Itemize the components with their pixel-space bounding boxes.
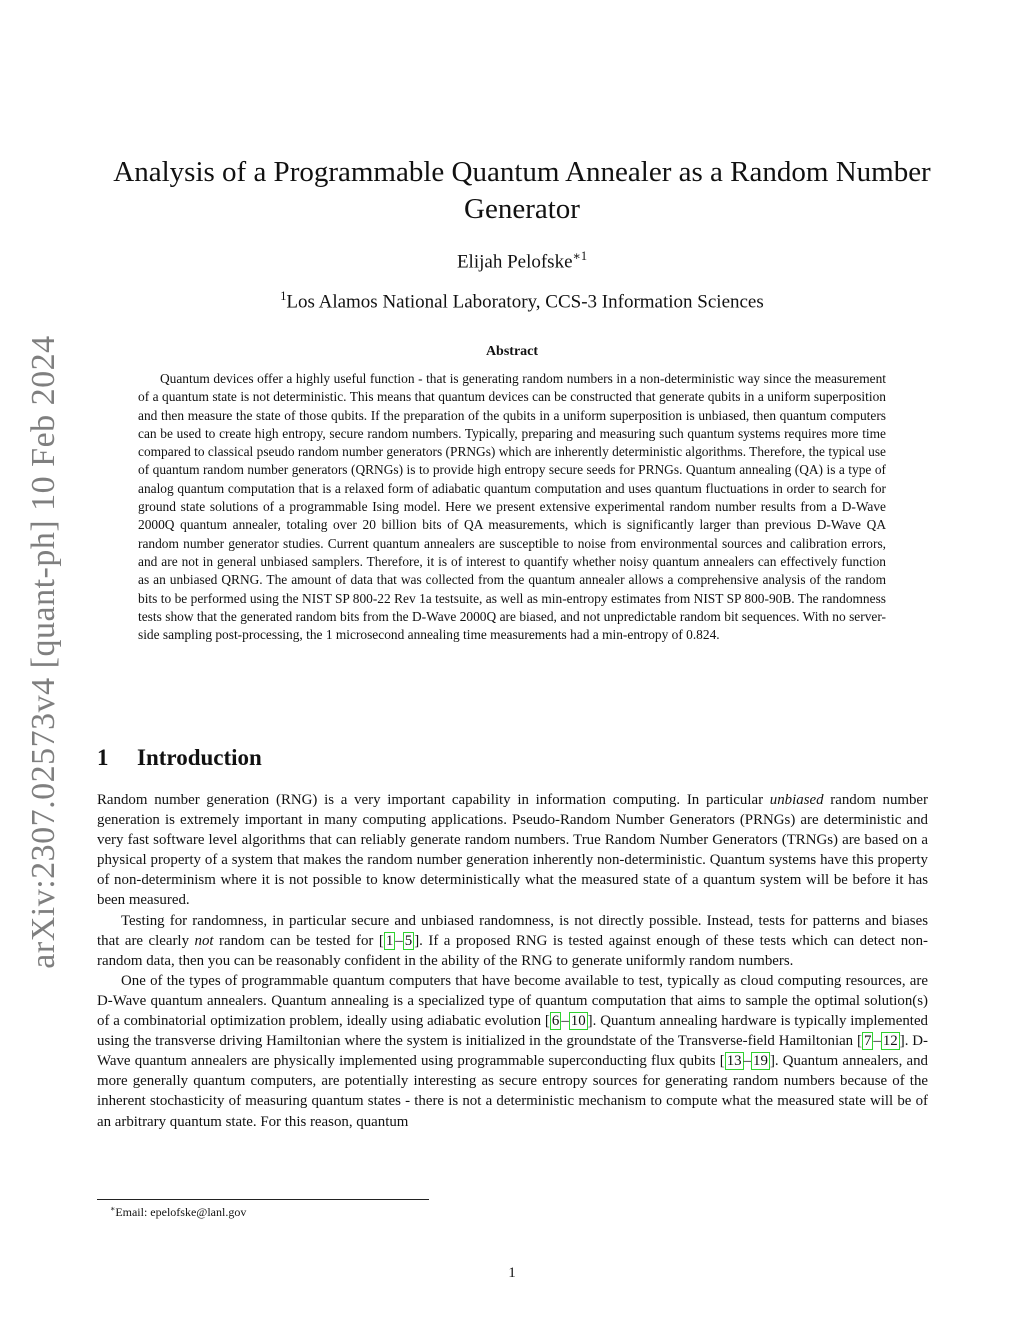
- paragraph-2: [97, 911, 928, 971]
- citation-dash: –: [561, 1013, 569, 1030]
- author-name: Elijah Pelofske: [456, 251, 573, 273]
- paragraph-1: [97, 790, 928, 911]
- citation-link[interactable]: 6: [551, 1013, 560, 1030]
- paragraph-2-text-c: . If a proposed RNG is tested against enough of these tests which can detect non-random data, then you can be reasonably confident in the ability of the RNG to generate uniformly random numbers.: [97, 932, 928, 969]
- affiliation-mark: 1: [280, 289, 287, 303]
- citation-1-5: [ 1 – 5 ]: [378, 932, 420, 949]
- citation-link[interactable]: 1: [385, 932, 394, 949]
- abstract-text: Quantum devices offer a highly useful function - that is generating random numbers in a non-deterministic way since the measurement of a quantum state is not deterministic. This means that quantum devices can be constructed that generate qubits in a uniform superposition and then measure the state of those qubits. If the preparation of the qubits in a uniform superposition is unbiased, then quantum computers can be used to create high entropy, secure random numbers. Typically, preparing and measuring such quantum systems requires more time compared to classical pseudo random number generators (PRNGs) which are inherently deterministic algorithms. Therefore, the typical use of quantum random number generators (QRNGs) is to provide high entropy secure seeds for PRNGs. Quantum annealing (QA) is a type of analog quantum computation that is a relaxed form of adiabatic quantum computation and uses quantum fluctuations in order to search for ground state solutions of a programmable Ising model. Here we present extensive experimental random number results from a D-Wave 2000Q quantum annealer, totaling over 20 billion bits of QA measurements, which is significantly larger than previous D-Wave QA random number generator studies. Current quantum annealers are susceptible to noise from environmental sources and calibration errors, and are not in general unbiased samplers. Therefore, it is of interest to quantify whether noisy quantum annealers can effectively function as an unbiased QRNG. The amount of data that was collected from the quantum annealer allows a comprehensive analysis of the random bits to be performed using the NIST SP 800-22 Rev 1a testsuite, as well as min-entropy estimates from NIST SP 800-90B. The randomness tests show that the generated random bits from the D-Wave 2000Q are biased, and not unpredictable random bit sequences. With no server-side sampling post-processing, the 1 microsecond annealing time measurements had a min-entropy of 0.824.: [138, 371, 886, 643]
- author-footnote-mark: ∗1: [572, 249, 588, 263]
- section-number: 1: [97, 745, 109, 770]
- emphasis-unbiased: unbiased: [769, 792, 824, 808]
- section-heading: [97, 745, 262, 771]
- footnote: [110, 1204, 246, 1220]
- paragraph-1-text-b: random number generation is extremely important in many computing applications. Pseudo-Random Number Generators (PRNGs) are deterministic and very fast software level algorithms that can reliably generate random numbers. True Random Number Generators (TRNGs) are based on a physical property of a system that makes the random number generation inherently non-deterministic. Quantum systems have this property of non-determinism where it is not possible to know deterministically what the measured state of a quantum system will be before it has been measured.: [97, 792, 929, 909]
- citation-link[interactable]: 12: [882, 1033, 898, 1050]
- arxiv-identifier: arXiv:2307.02573v4 [quant-ph] 10 Feb 2024: [25, 335, 62, 969]
- section-title: Introduction: [137, 745, 262, 770]
- footnote-rule: [97, 1199, 429, 1200]
- abstract-heading: Abstract: [485, 344, 539, 359]
- affiliation: Los Alamos National Laboratory, CCS-3 Information Sciences: [286, 291, 764, 313]
- citation-link[interactable]: 7: [863, 1033, 872, 1050]
- affiliation-line: [90, 289, 954, 313]
- paragraph-2-text-a: Testing for randomness, in particular secure and unbiased randomness, is not directly possible. Instead, tests for patterns and biases that are clearly: [97, 912, 928, 949]
- paragraph-1-text-a: Random number generation (RNG) is a very important capability in information computing. In particular: [97, 792, 770, 808]
- footnote-mark: ∗: [110, 1204, 116, 1213]
- paragraph-2-text-b: random can be tested for: [213, 932, 379, 949]
- paragraph-3-text-d: . Quantum annealers, and more generally quantum computers, are potentially interesting as secure entropy sources for generating random numbers because of the inherent stochasticity of measuring quantum states - there is not a deterministic mechanism to compute what the measured state will be of an arbitrary quantum state. For this reason, quantum: [97, 1053, 928, 1130]
- citation-dash: –: [873, 1033, 881, 1050]
- citation-dash: –: [395, 932, 403, 949]
- citation-link[interactable]: 19: [753, 1053, 768, 1070]
- paragraph-3: [97, 971, 928, 1132]
- paragraph-3-text-c: . D-Wave quantum annealers are physically implemented using programmable superconducting flux qubits: [97, 1033, 928, 1070]
- citation-6-10: [ 6 – 10 ]: [544, 1013, 593, 1030]
- page-number: 1: [508, 1265, 516, 1281]
- citation-13-19: [ 13 – 19 ]: [719, 1053, 775, 1070]
- section-body: [97, 790, 928, 1132]
- paragraph-3-text-a: One of the types of programmable quantum computers that have become available to test, typically as cloud computing resources, are D-Wave quantum annealers. Quantum annealing is a specialized type of quantum computation that aims to sample the optimal solution(s) of a combinatorial optimization problem, ideally using adiabatic evolution: [97, 972, 928, 1030]
- citation-link[interactable]: 13: [726, 1053, 742, 1070]
- footnote-text: Email: epelofske@lanl.gov: [115, 1205, 247, 1219]
- citation-link[interactable]: 5: [404, 932, 413, 949]
- emphasis-not: not: [194, 932, 214, 949]
- citation-link[interactable]: 10: [570, 1013, 586, 1030]
- paragraph-3-text-b: . Quantum annealing hardware is typically implemented using the transverse driving Hamiltonian where the system is initialized in the groundstate of the Transverse-field Hamiltonian: [97, 1013, 928, 1050]
- author-line: [90, 249, 954, 273]
- paper-title: Analysis of a Programmable Quantum Annealer as a Random Number Generator: [113, 156, 931, 225]
- citation-dash: –: [743, 1053, 752, 1070]
- citation-7-12: [ 7 – 12 ]: [856, 1033, 905, 1050]
